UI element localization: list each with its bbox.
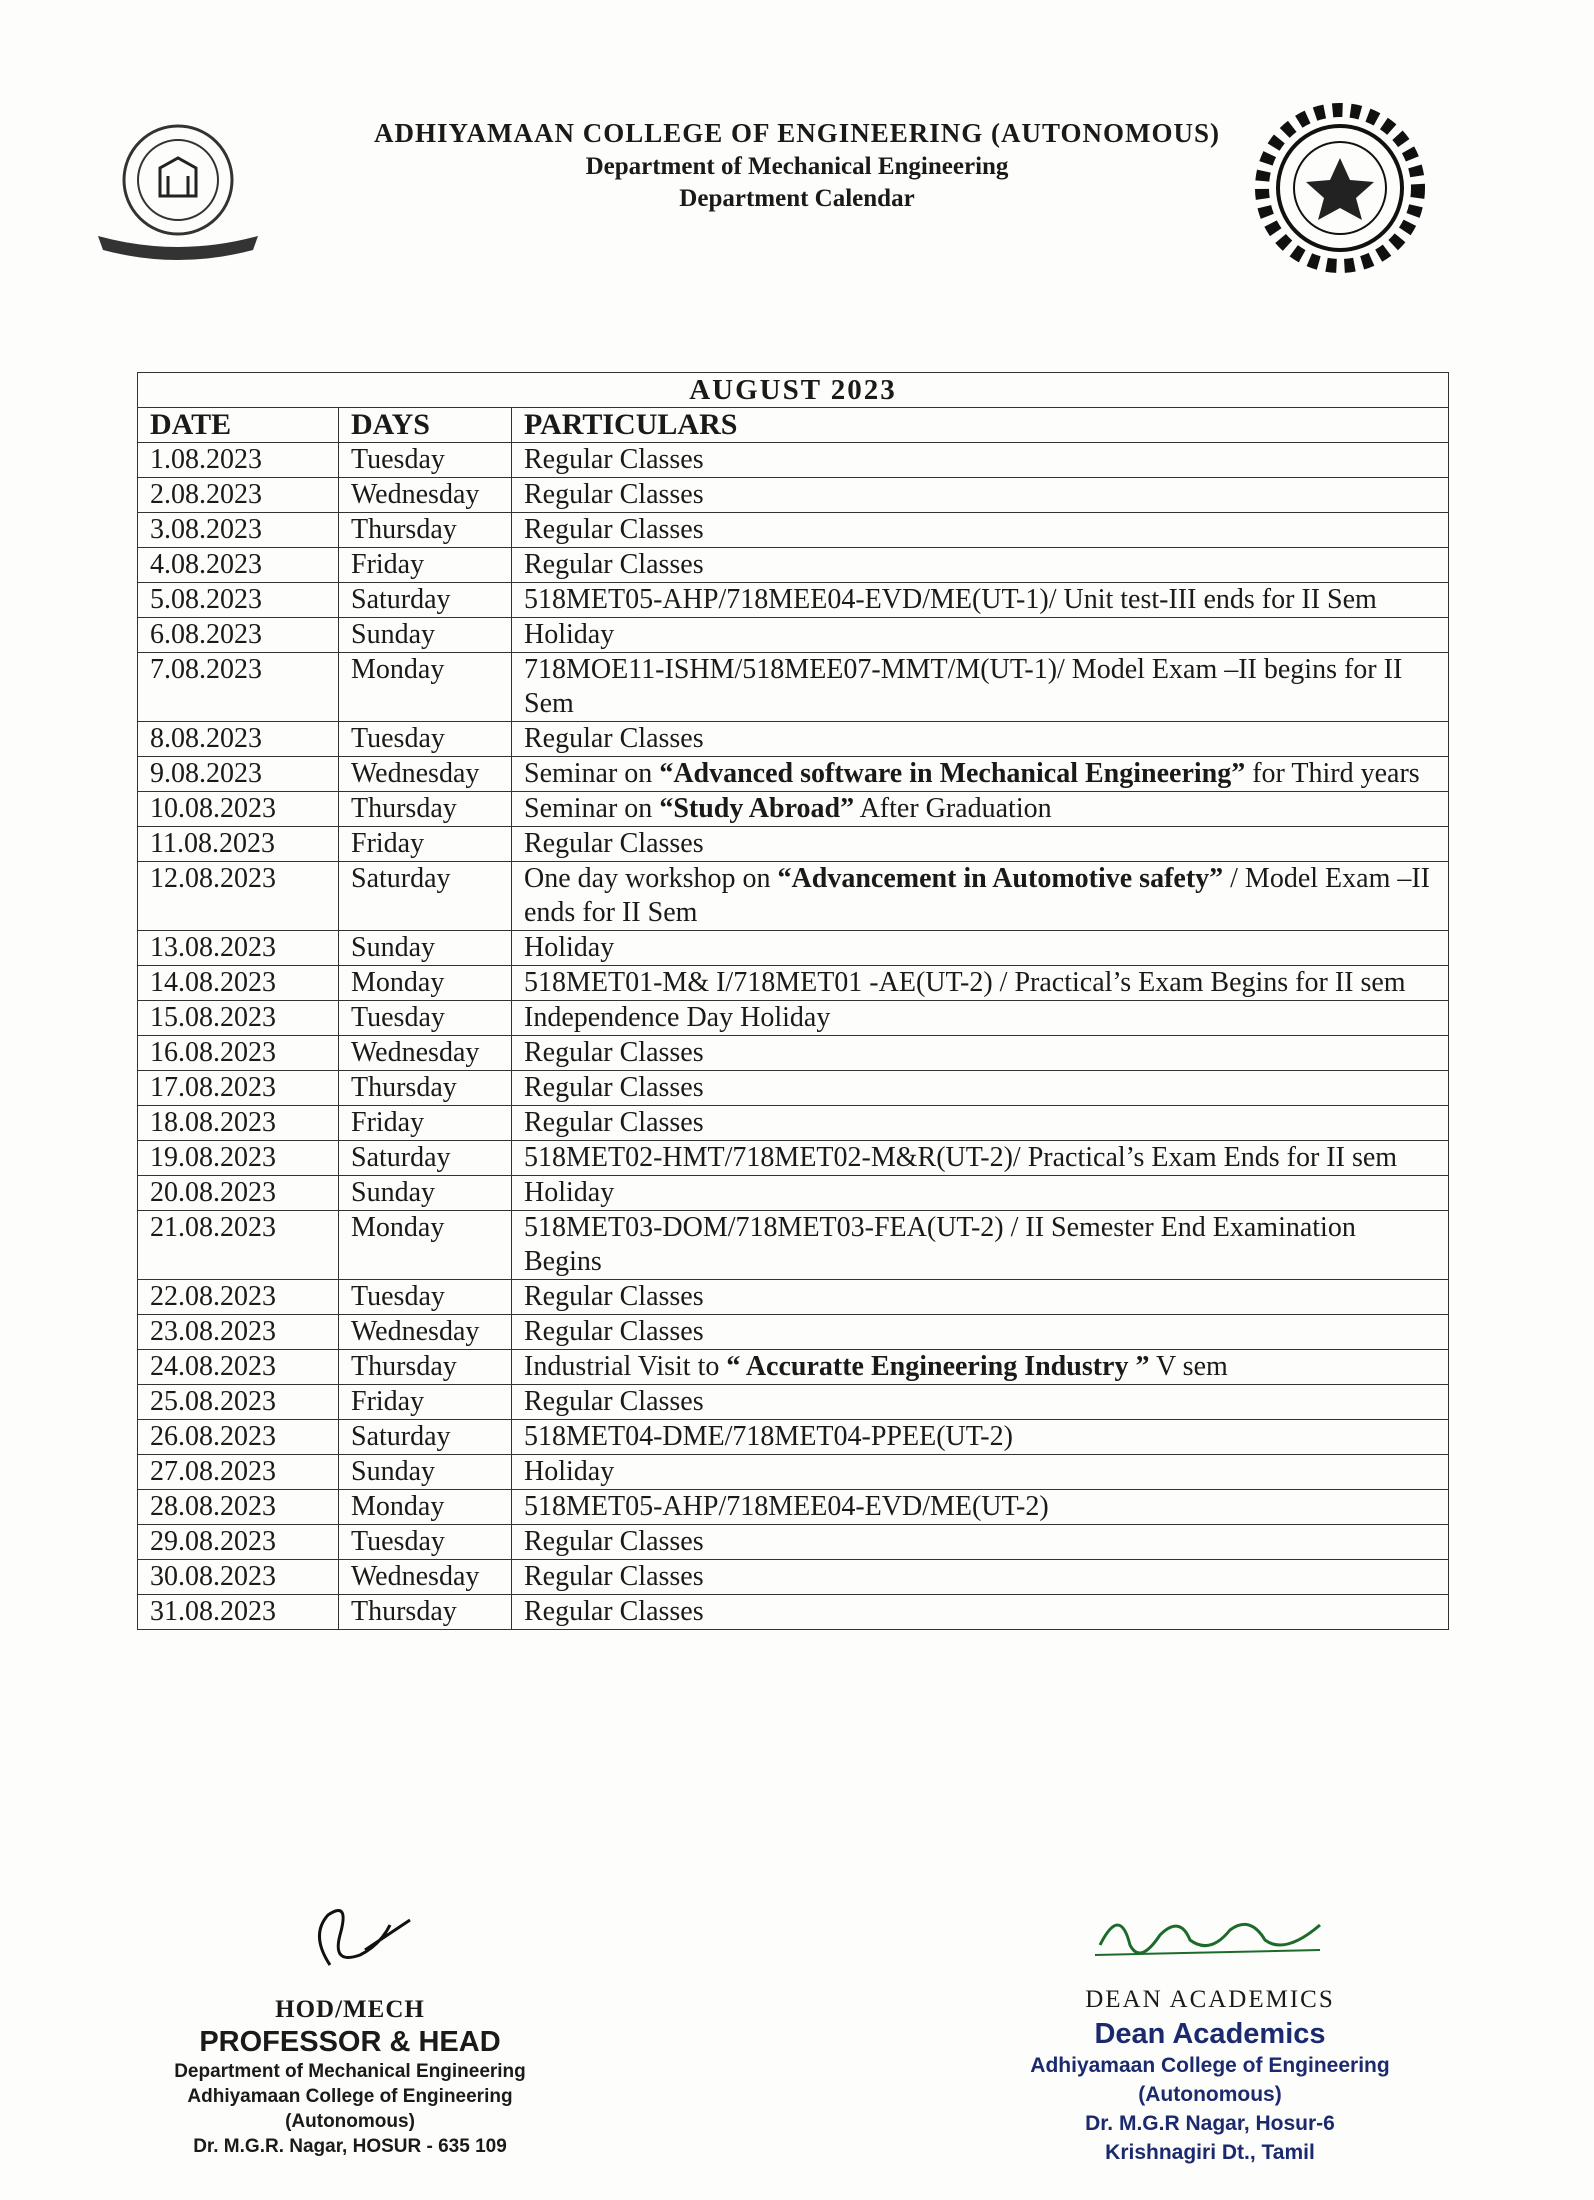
calendar-row <box>138 1001 1449 1036</box>
dean-stamp-title: Dean Academics <box>1094 2018 1326 2050</box>
particulars-text: 518MET05-AHP/718MEE04-EVD/ME(UT-2) <box>524 1491 1049 1522</box>
row-date: 5.08.2023 <box>138 583 339 618</box>
calendar-row <box>138 583 1449 618</box>
row-particulars <box>512 722 1449 757</box>
particulars-text: for Third years <box>1245 758 1420 789</box>
calendar-row <box>138 792 1449 827</box>
row-particulars <box>512 443 1449 478</box>
row-date: 19.08.2023 <box>138 1141 339 1176</box>
row-date: 2.08.2023 <box>138 478 339 513</box>
dean-caption: DEAN ACADEMICS <box>1085 1986 1335 2013</box>
row-particulars <box>512 757 1449 792</box>
calendar-row <box>138 1455 1449 1490</box>
row-date: 9.08.2023 <box>138 757 339 792</box>
row-day: Tuesday <box>339 1001 512 1036</box>
particulars-text: After Graduation <box>854 793 1052 824</box>
row-particulars <box>512 1106 1449 1141</box>
row-date: 18.08.2023 <box>138 1106 339 1141</box>
particulars-text: Regular Classes <box>524 1596 704 1627</box>
hod-handwritten-signature <box>270 1895 430 1985</box>
calendar-month: AUGUST 2023 <box>138 373 1449 408</box>
row-date: 31.08.2023 <box>138 1595 339 1630</box>
particulars-text: Industrial Visit to <box>524 1351 727 1382</box>
row-date: 21.08.2023 <box>138 1211 339 1280</box>
row-date: 30.08.2023 <box>138 1560 339 1595</box>
particulars-text: Regular Classes <box>524 1386 704 1417</box>
calendar-row <box>138 1560 1449 1595</box>
row-particulars <box>512 1036 1449 1071</box>
row-date: 4.08.2023 <box>138 548 339 583</box>
particulars-text: Regular Classes <box>524 549 704 580</box>
row-particulars <box>512 548 1449 583</box>
particulars-text: “ Accuratte Engineering Industry ” <box>726 1351 1150 1382</box>
college-name: ADHIYAMAAN COLLEGE OF ENGINEERING (AUTONOMOUS) <box>373 118 1221 148</box>
row-date: 1.08.2023 <box>138 443 339 478</box>
hod-signature-block <box>120 1895 580 2159</box>
particulars-text: 518MET02-HMT/718MET02-M&R(UT-2)/ Practical’s Exam Ends for II sem <box>524 1142 1398 1173</box>
row-day: Saturday <box>339 862 512 931</box>
calendar-table <box>137 372 1449 1630</box>
row-date: 28.08.2023 <box>138 1490 339 1525</box>
calendar-body <box>138 443 1449 1630</box>
particulars-text: Holiday <box>524 619 615 650</box>
hod-stamp-line: Dr. M.G.R. Nagar, HOSUR - 635 109 <box>193 2136 507 2157</box>
row-day: Saturday <box>339 1141 512 1176</box>
row-date: 13.08.2023 <box>138 931 339 966</box>
row-date: 7.08.2023 <box>138 653 339 722</box>
row-day: Sunday <box>339 1176 512 1211</box>
calendar-row <box>138 618 1449 653</box>
row-date: 6.08.2023 <box>138 618 339 653</box>
particulars-text: / Model Exam –II ends for II Sem <box>524 863 1430 928</box>
particulars-text: Regular Classes <box>524 514 704 545</box>
department-name: Department of Mechanical Engineering <box>585 153 1009 180</box>
dean-stamp-line: Dr. M.G.R Nagar, Hosur-6 <box>1085 2112 1335 2135</box>
calendar-row <box>138 443 1449 478</box>
row-particulars <box>512 1490 1449 1525</box>
calendar-row <box>138 757 1449 792</box>
row-day: Tuesday <box>339 722 512 757</box>
row-particulars <box>512 1315 1449 1350</box>
calendar-row <box>138 1350 1449 1385</box>
calendar-row <box>138 1106 1449 1141</box>
row-date: 14.08.2023 <box>138 966 339 1001</box>
calendar-row <box>138 513 1449 548</box>
hod-stamp-line: Adhiyamaan College of Engineering (Autonomous) <box>187 2086 513 2132</box>
row-particulars <box>512 1385 1449 1420</box>
particulars-text: “Advancement in Automotive safety” <box>777 863 1224 894</box>
row-day: Wednesday <box>339 478 512 513</box>
calendar-row <box>138 966 1449 1001</box>
row-date: 29.08.2023 <box>138 1525 339 1560</box>
particulars-text: Holiday <box>524 1177 615 1208</box>
particulars-text: Seminar on <box>524 793 660 824</box>
document-header <box>0 118 1594 213</box>
row-particulars <box>512 513 1449 548</box>
row-day: Thursday <box>339 1595 512 1630</box>
particulars-text: 518MET01-M& I/718MET01 -AE(UT-2) / Practical’s Exam Begins for II sem <box>524 967 1406 998</box>
particulars-text: V sem <box>1149 1351 1228 1382</box>
particulars-text: Regular Classes <box>524 1107 704 1138</box>
row-day: Monday <box>339 1211 512 1280</box>
particulars-text: Regular Classes <box>524 1526 704 1557</box>
particulars-text: Regular Classes <box>524 1281 704 1312</box>
row-particulars <box>512 827 1449 862</box>
row-date: 22.08.2023 <box>138 1280 339 1315</box>
hod-stamp-title: PROFESSOR & HEAD <box>199 2026 501 2058</box>
particulars-text: Independence Day Holiday <box>524 1002 831 1033</box>
row-day: Monday <box>339 653 512 722</box>
document-title: Department Calendar <box>679 185 915 212</box>
particulars-text: Regular Classes <box>524 1072 704 1103</box>
particulars-text: Seminar on <box>524 758 660 789</box>
row-day: Sunday <box>339 1455 512 1490</box>
calendar-row <box>138 1176 1449 1211</box>
row-particulars <box>512 1455 1449 1490</box>
row-date: 8.08.2023 <box>138 722 339 757</box>
dean-stamp-line: Adhiyamaan College of Engineering (Autonomous) <box>1030 2054 1390 2106</box>
particulars-text: “Study Abroad” <box>659 793 855 824</box>
row-date: 15.08.2023 <box>138 1001 339 1036</box>
calendar-row <box>138 653 1449 722</box>
particulars-text: Regular Classes <box>524 723 704 754</box>
calendar-row <box>138 1420 1449 1455</box>
row-particulars <box>512 1350 1449 1385</box>
calendar-row <box>138 1211 1449 1280</box>
row-particulars <box>512 931 1449 966</box>
hod-caption: HOD/MECH <box>275 1996 425 2023</box>
row-date: 20.08.2023 <box>138 1176 339 1211</box>
row-day: Monday <box>339 966 512 1001</box>
dean-handwritten-signature <box>1080 1895 1340 1975</box>
particulars-text: Regular Classes <box>524 479 704 510</box>
column-header-date: DATE <box>138 408 339 443</box>
row-particulars <box>512 792 1449 827</box>
particulars-text: Regular Classes <box>524 828 704 859</box>
row-day: Sunday <box>339 618 512 653</box>
row-day: Saturday <box>339 1420 512 1455</box>
row-day: Sunday <box>339 931 512 966</box>
particulars-text: “Advanced software in Mechanical Engineering” <box>659 758 1246 789</box>
row-date: 26.08.2023 <box>138 1420 339 1455</box>
row-date: 11.08.2023 <box>138 827 339 862</box>
particulars-text: 718MOE11-ISHM/518MEE07-MMT/M(UT-1)/ Model Exam –II begins for II Sem <box>524 654 1403 719</box>
calendar-row <box>138 862 1449 931</box>
row-particulars <box>512 618 1449 653</box>
column-header-days: DAYS <box>339 408 512 443</box>
calendar-row <box>138 1385 1449 1420</box>
row-date: 12.08.2023 <box>138 862 339 931</box>
calendar-row <box>138 1141 1449 1176</box>
row-day: Friday <box>339 1106 512 1141</box>
row-date: 25.08.2023 <box>138 1385 339 1420</box>
row-day: Friday <box>339 827 512 862</box>
particulars-text: Regular Classes <box>524 1037 704 1068</box>
particulars-text: Regular Classes <box>524 1561 704 1592</box>
row-particulars <box>512 1211 1449 1280</box>
row-particulars <box>512 583 1449 618</box>
calendar-row <box>138 1036 1449 1071</box>
row-day: Wednesday <box>339 1315 512 1350</box>
row-day: Wednesday <box>339 757 512 792</box>
row-day: Thursday <box>339 1071 512 1106</box>
calendar-row <box>138 1315 1449 1350</box>
row-particulars <box>512 1176 1449 1211</box>
row-day: Saturday <box>339 583 512 618</box>
row-date: 10.08.2023 <box>138 792 339 827</box>
column-header-particulars: PARTICULARS <box>512 408 1449 443</box>
calendar-row <box>138 1490 1449 1525</box>
row-day: Wednesday <box>339 1036 512 1071</box>
particulars-text: Holiday <box>524 932 615 963</box>
row-particulars <box>512 966 1449 1001</box>
particulars-text: One day workshop on <box>524 863 778 894</box>
particulars-text: Regular Classes <box>524 444 704 475</box>
row-day: Thursday <box>339 792 512 827</box>
calendar-row <box>138 931 1449 966</box>
calendar-row <box>138 1525 1449 1560</box>
row-day: Tuesday <box>339 1280 512 1315</box>
row-date: 24.08.2023 <box>138 1350 339 1385</box>
row-day: Friday <box>339 548 512 583</box>
row-date: 3.08.2023 <box>138 513 339 548</box>
row-particulars <box>512 1595 1449 1630</box>
particulars-text: Regular Classes <box>524 1316 704 1347</box>
calendar-row <box>138 827 1449 862</box>
row-particulars <box>512 1141 1449 1176</box>
row-day: Wednesday <box>339 1560 512 1595</box>
row-day: Friday <box>339 1385 512 1420</box>
row-particulars <box>512 862 1449 931</box>
row-particulars <box>512 1420 1449 1455</box>
calendar-row <box>138 478 1449 513</box>
particulars-text: 518MET05-AHP/718MEE04-EVD/ME(UT-1)/ Unit test-III ends for II Sem <box>524 584 1377 615</box>
hod-stamp-line: Department of Mechanical Engineering <box>174 2061 526 2082</box>
particulars-text: 518MET03-DOM/718MET03-FEA(UT-2) / II Semester End Examination Begins <box>524 1212 1356 1277</box>
row-particulars <box>512 1280 1449 1315</box>
row-particulars <box>512 1525 1449 1560</box>
row-particulars <box>512 653 1449 722</box>
row-particulars <box>512 478 1449 513</box>
particulars-text: Holiday <box>524 1456 615 1487</box>
particulars-text: 518MET04-DME/718MET04-PPEE(UT-2) <box>524 1421 1013 1452</box>
row-day: Tuesday <box>339 443 512 478</box>
row-day: Monday <box>339 1490 512 1525</box>
row-particulars <box>512 1071 1449 1106</box>
row-day: Thursday <box>339 1350 512 1385</box>
row-date: 23.08.2023 <box>138 1315 339 1350</box>
row-date: 27.08.2023 <box>138 1455 339 1490</box>
calendar-row <box>138 722 1449 757</box>
dean-stamp-line: Krishnagiri Dt., Tamil <box>1105 2141 1315 2164</box>
row-date: 16.08.2023 <box>138 1036 339 1071</box>
row-date: 17.08.2023 <box>138 1071 339 1106</box>
row-day: Thursday <box>339 513 512 548</box>
calendar-row <box>138 1595 1449 1630</box>
dean-signature-block <box>960 1895 1460 2167</box>
calendar-row <box>138 1071 1449 1106</box>
row-particulars <box>512 1560 1449 1595</box>
row-day: Tuesday <box>339 1525 512 1560</box>
row-particulars <box>512 1001 1449 1036</box>
calendar-row <box>138 548 1449 583</box>
calendar-row <box>138 1280 1449 1315</box>
